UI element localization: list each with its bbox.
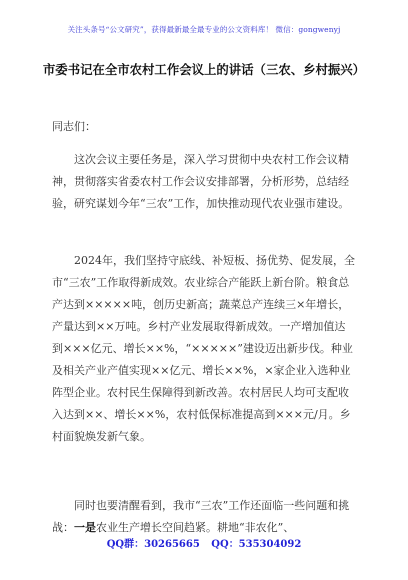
promo-banner: 关注头条号“公文研究”，获得最新最全最专业的公文资料库！ 微信：gongwenyj [67, 25, 341, 34]
qq-group-number: QQ群：30265665 [106, 539, 200, 550]
greeting: 同志们： [52, 120, 96, 133]
qq-number: QQ：535304092 [211, 539, 302, 550]
document-title: 市委书记在全市农村工作会议上的讲话（三农、乡村振兴） [42, 62, 366, 77]
paragraph-3-emphasis: 一是 [74, 521, 96, 534]
paragraph-1: 这次会议主要任务是，深入学习贯彻中央农村工作会议精神，贯彻落实省委农村工作会议安排部署，分析形势，总结经验，研究谋划今年“三农”工作，加快推动现代农业强市建设。 [52, 153, 350, 210]
paragraph-3-rest: 农业生产增长空间趋紧。耕地“非农化”、 [96, 521, 295, 534]
contact-footer [0, 535, 408, 550]
paragraph-3-lead: 同时也要清醒看到，我市“三农”工作还面临一些问题和挑战： [52, 499, 350, 534]
paragraph-3 [52, 495, 356, 539]
paragraph-2: 2024年，我们坚持守底线、补短板、扬优势、促发展，全市“三农”工作取得新成效。农业综合产能跃上新台阶。粮食总产达到×××××吨，创历史新高；蔬菜总产连续三×年增长，产量达到××万吨。乡村产业发展取得新成效。一产增加值达到×××亿元、增长××%，“×××××”建设迈出新步伐。种业及相关产业产值实现××亿元、增长××%，×家企业入选种业阵型企业。农村民生保障得到新改善。农村居民人均可支配收入达到××、增长××%，农村低保标准提高到×××元/月。乡村面貌焕发新气象。 [52, 254, 355, 443]
